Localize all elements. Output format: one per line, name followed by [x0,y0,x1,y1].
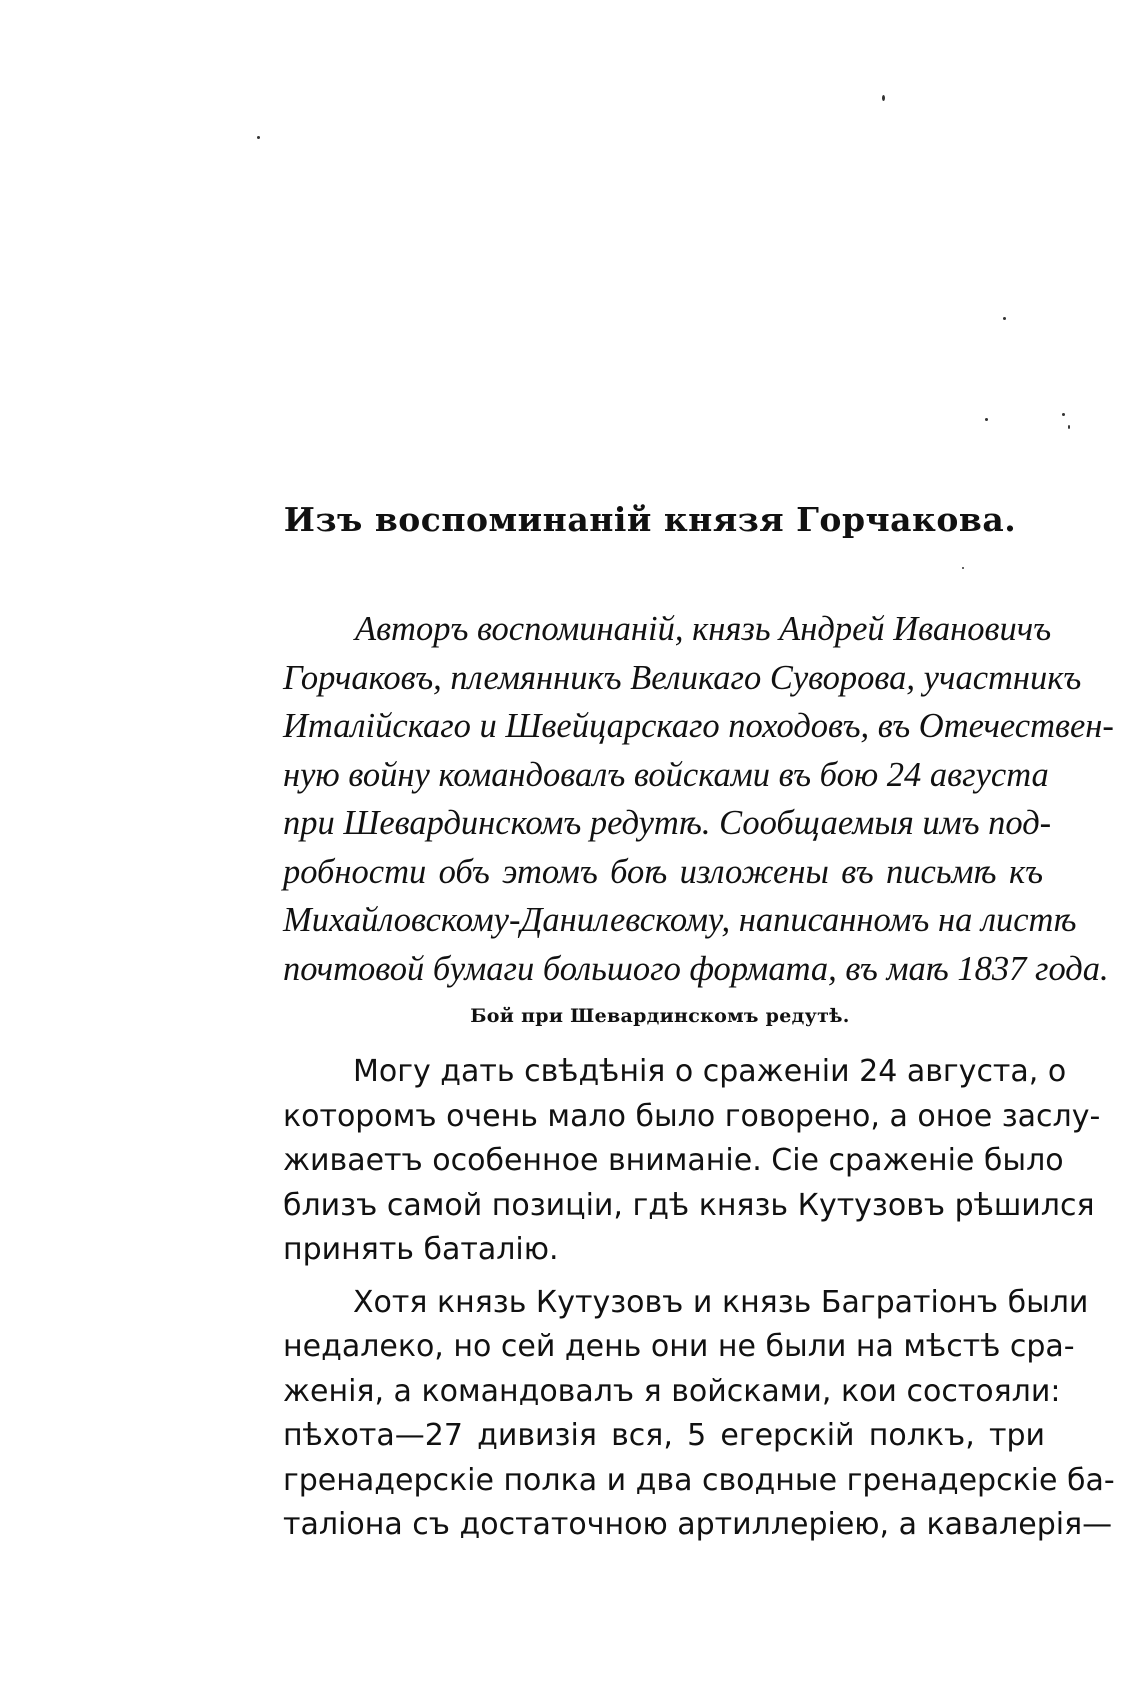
scan-speck [1003,317,1006,320]
scan-speck [1068,425,1070,429]
intro-line: Горчаковъ, племянникъ Великаго Суворова, участникъ [283,658,1082,697]
author-intro [283,605,1114,993]
paragraph-1-line: которомъ очень мало было говорено, а оное заслу- [283,1098,1101,1134]
paragraph-1-line: Могу дать свѣдѣнія о сраженіи 24 августа, о [353,1054,1067,1089]
chapter-title: Изъ воспоминаній князя Горчакова. [283,500,1017,539]
paragraph-2-line: пѣхота—27 дивизія вся, 5 егерскій полкъ, три [283,1418,1045,1453]
paragraph-1-line: близъ самой позиціи, гдѣ князь Кутузовъ рѣшился [283,1187,1095,1223]
intro-line: Михайловскому-Данилевскому, написанномъ на листѣ [283,901,1077,939]
intro-line: почтовой бумаги большого формата, въ маѣ 1837 года. [283,949,1109,988]
scan-speck [985,418,988,421]
paragraph-2-line: гренадерскіе полка и два сводные гренадерскіе ба- [283,1462,1115,1498]
paragraph-1-line: живаетъ особенное вниманіе. Сіе сраженіе было [283,1143,1064,1178]
scan-speck [882,95,885,101]
paragraph-1-line: принять баталію. [283,1232,559,1267]
paragraph-2-line: Хотя князь Кутузовъ и князь Багратіонъ были [353,1284,1089,1320]
paragraph-gap [283,1273,1045,1281]
intro-line: ную войну командовалъ войсками въ бою 24 августа [283,755,1049,794]
scan-speck [962,567,964,569]
paragraph-2-line: таліона съ достаточною артиллеріею, а кавалерія— [283,1507,1113,1542]
intro-line: Авторъ воспоминаній, князь Андрей Ивановичъ [355,610,1052,648]
body-text [283,1050,1115,1548]
paragraph-2-line: недалеко, но сей день они не были на мѣстѣ сра- [283,1329,1075,1364]
intro-line: робности объ этомъ боѣ изложены въ письмѣ къ [283,852,1043,891]
scan-speck [1062,413,1065,416]
section-subtitle: Бой при Шевардинскомъ редутѣ. [470,1005,850,1027]
paragraph-2-line: женія, а командовалъ я войсками, кои состояли: [283,1373,1061,1409]
intro-line: при Шевардинскомъ редутѣ. Сообщаемыя имъ под- [283,804,1052,842]
intro-line: Италійскаго и Швейцарскаго походовъ, въ Отечествен- [283,707,1114,745]
scan-speck [257,136,260,139]
